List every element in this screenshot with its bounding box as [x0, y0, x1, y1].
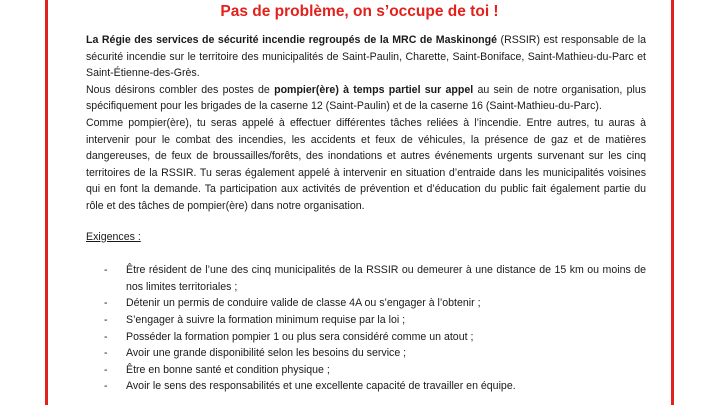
list-item [86, 378, 646, 395]
position-role: pompier(ère) à temps partiel sur appel [274, 83, 474, 96]
list-item [86, 345, 646, 362]
requirement-text: Avoir le sens des responsabilités et une excellente capacité de travailler en équipe. [126, 380, 516, 393]
red-frame-left [45, 0, 48, 405]
document-body [86, 32, 646, 395]
positions-text-before: Nous désirons combler des postes de [86, 83, 275, 96]
positions-text-after: au sein de notre organisation, plus spécifiquement pour les brigades de la caserne 12 (Saint-Paulin) et de la caserne 16 (Saint-Mathieu-du-Parc). [86, 83, 647, 113]
list-item [86, 262, 646, 295]
bullet-dash: - [104, 347, 108, 360]
duties-paragraph: Comme pompier(ère), tu seras appelé à effectuer différentes tâches reliées à l’incendie. Entre autres, tu auras à intervenir pour le combat des incendies, les accidents et feux de véhicules, la présence de gaz et de matières dangereuses, de feux de broussailles/forêts, des inondations et autres événements urgents survenant sur les cinq territoires de la RSSIR. Tu seras également appelé à intervenir en situation d’entraide dans les municipalités voisines qui en font la demande. Ta participation aux activités de prévention et d’éducation du public fait également partie du rôle et des tâches de pompier(ère) dans notre organisation. [86, 116, 646, 212]
list-item [86, 312, 646, 329]
bullet-dash: - [104, 380, 108, 393]
list-item [86, 362, 646, 379]
organization-name: La Régie des services de sécurité incendie regroupés de la MRC de Maskinongé [86, 34, 497, 46]
requirement-text: Être en bonne santé et condition physique ; [126, 363, 330, 376]
bullet-dash: - [104, 363, 108, 376]
bullet-dash: - [104, 313, 108, 326]
list-item [86, 329, 646, 346]
list-item [86, 295, 646, 312]
bullet-dash: - [104, 297, 108, 310]
requirement-text: Posséder la formation pompier 1 ou plus sera considéré comme un atout ; [126, 330, 474, 343]
requirements-list [86, 262, 646, 395]
requirements-heading: Exigences : [86, 230, 141, 243]
requirement-text: Être résident de l’une des cinq municipalités de la RSSIR ou demeurer à une distance de 15 km ou moins de nos limites territoriales ; [126, 264, 646, 293]
requirement-text: Détenir un permis de conduire valide de classe 4A ou s’engager à l’obtenir ; [126, 297, 481, 310]
intro-paragraph [86, 32, 646, 82]
red-frame-right [671, 0, 674, 405]
intro-text: (RSSIR) est responsable de la sécurité incendie sur le territoire des municipalités de Saint-Paulin, Charette, Saint-Boniface, Saint-Mathieu-du-Parc et Saint-Étienne-des-Grès. [86, 34, 646, 80]
requirement-text: Avoir une grande disponibilité selon les besoins du service ; [126, 347, 407, 360]
requirement-text: S’engager à suivre la formation minimum requise par la loi ; [126, 313, 406, 326]
bullet-dash: - [104, 264, 108, 277]
bullet-dash: - [104, 330, 108, 343]
positions-paragraph [86, 82, 646, 115]
page-title: Pas de problème, on s’occupe de toi ! [220, 3, 499, 20]
